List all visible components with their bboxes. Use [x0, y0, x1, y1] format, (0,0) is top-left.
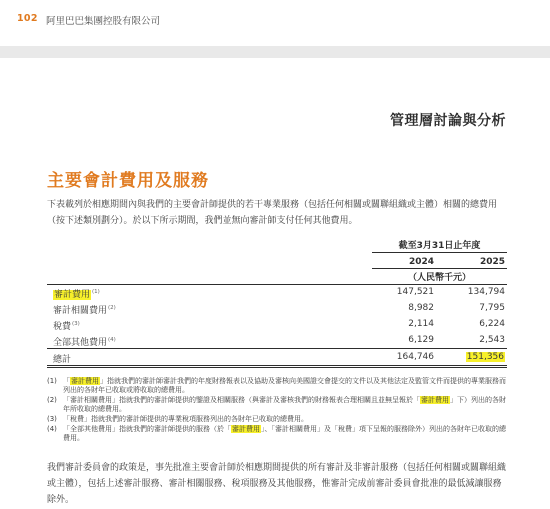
row-label-audit-fees: 審計費用 $^{(1)}$ [54, 289, 100, 300]
page-header [0, 0, 550, 36]
cell-audit-related-2024: 8,982 [408, 303, 434, 313]
header-band [0, 46, 550, 58]
row-label-audit-related: 審計相關費用$^{(2)}$ [53, 305, 116, 316]
cell-tax-2025: 6,224 [479, 319, 505, 329]
highlight: 審計費用 [71, 377, 99, 385]
total-double-rule [47, 367, 507, 368]
highlight: 151,356 [466, 352, 504, 362]
total-top-rule [47, 348, 507, 349]
row-label-other: 全部其他費用$^{(4)}$ [53, 337, 116, 348]
footnotes [47, 377, 509, 444]
cell-other-2025: 2,543 [479, 335, 505, 345]
company-name: 阿里巴巴集團控股有限公司 [46, 16, 161, 27]
cell-tax-2024: 2,114 [408, 319, 434, 329]
footnote-3: (3) 「稅費」指就我們的審計師提供的專業稅項服務列出的各財年已收取的總費用。 [47, 415, 308, 423]
total-bottom-rule [47, 365, 507, 366]
cell-total-2024: 164,746 [396, 352, 434, 362]
cell-audit-related-2025: 7,795 [479, 303, 505, 313]
period-rule [372, 252, 507, 253]
cell-total-2025 [466, 352, 505, 362]
highlight: 審計費用 [232, 425, 260, 433]
highlight: 審計費用 [421, 396, 449, 404]
row-label-tax: 稅費$^{(3)}$ [53, 321, 80, 332]
year-rule [372, 268, 507, 269]
intro-paragraph: 下表載列於相應期間內與我們的主要會計師提供的若干專業服務（包括任何相關或關聯組織或主體）相關的總費用（按下述類別劃分）。於以下所示期間，我們並無向審計師支付任何其他費用。 [47, 200, 498, 226]
page-number: 102 [17, 13, 38, 24]
cell-audit-2025: 134,794 [467, 287, 505, 297]
footnote-2: (2) 「審計相關費用」指就我們的審計師提供的鑒證及相關服務（與審計及審核我們的財務報表合理相關且並無呈報於「審計費用」下）列出的各財年所收取的總費用。 [47, 396, 506, 413]
year-2025-header: 2025 [479, 257, 505, 267]
row-label-total: 總計 [53, 355, 72, 365]
main-heading: 主要會計費用及服務 [47, 171, 209, 191]
period-header: 截至3月31日止年度 [398, 241, 481, 251]
policy-paragraph: 我們審計委員會的政策是，事先批准主要會計師於相應期間提供的所有審計及非審計服務（包括任何相關或關聯組織或主體），包括上述審計服務、審計相關服務、稅項服務及其他服務，惟審計完成前審計委員會批准的最低減讓服務除外。 [47, 463, 507, 505]
footnote-1: (1) 「審計費用」指就我們的審計師審計我們的年度財務報表以及協助及審核向美國證交會提交的文件以及其他法定及監管文件而提供的專業服務而列出的各財年已收取或將收取的總費用。 [47, 377, 506, 394]
highlight: 審計費用 [54, 290, 91, 300]
unit-label: （人民幣千元） [407, 273, 471, 283]
section-title: 管理層討論與分析 [390, 113, 506, 129]
cell-audit-2024: 147,521 [396, 287, 434, 297]
table-top-rule [47, 284, 507, 285]
footnote-4: (4) 「全部其他費用」指就我們的審計師提供的服務（於「審計費用」、「審計相關費用」及「稅費」項下呈報的服務除外）列出的各財年已收取的總費用。 [47, 425, 506, 442]
cell-other-2024: 6,129 [408, 335, 434, 345]
year-2024-header: 2024 [408, 257, 434, 267]
